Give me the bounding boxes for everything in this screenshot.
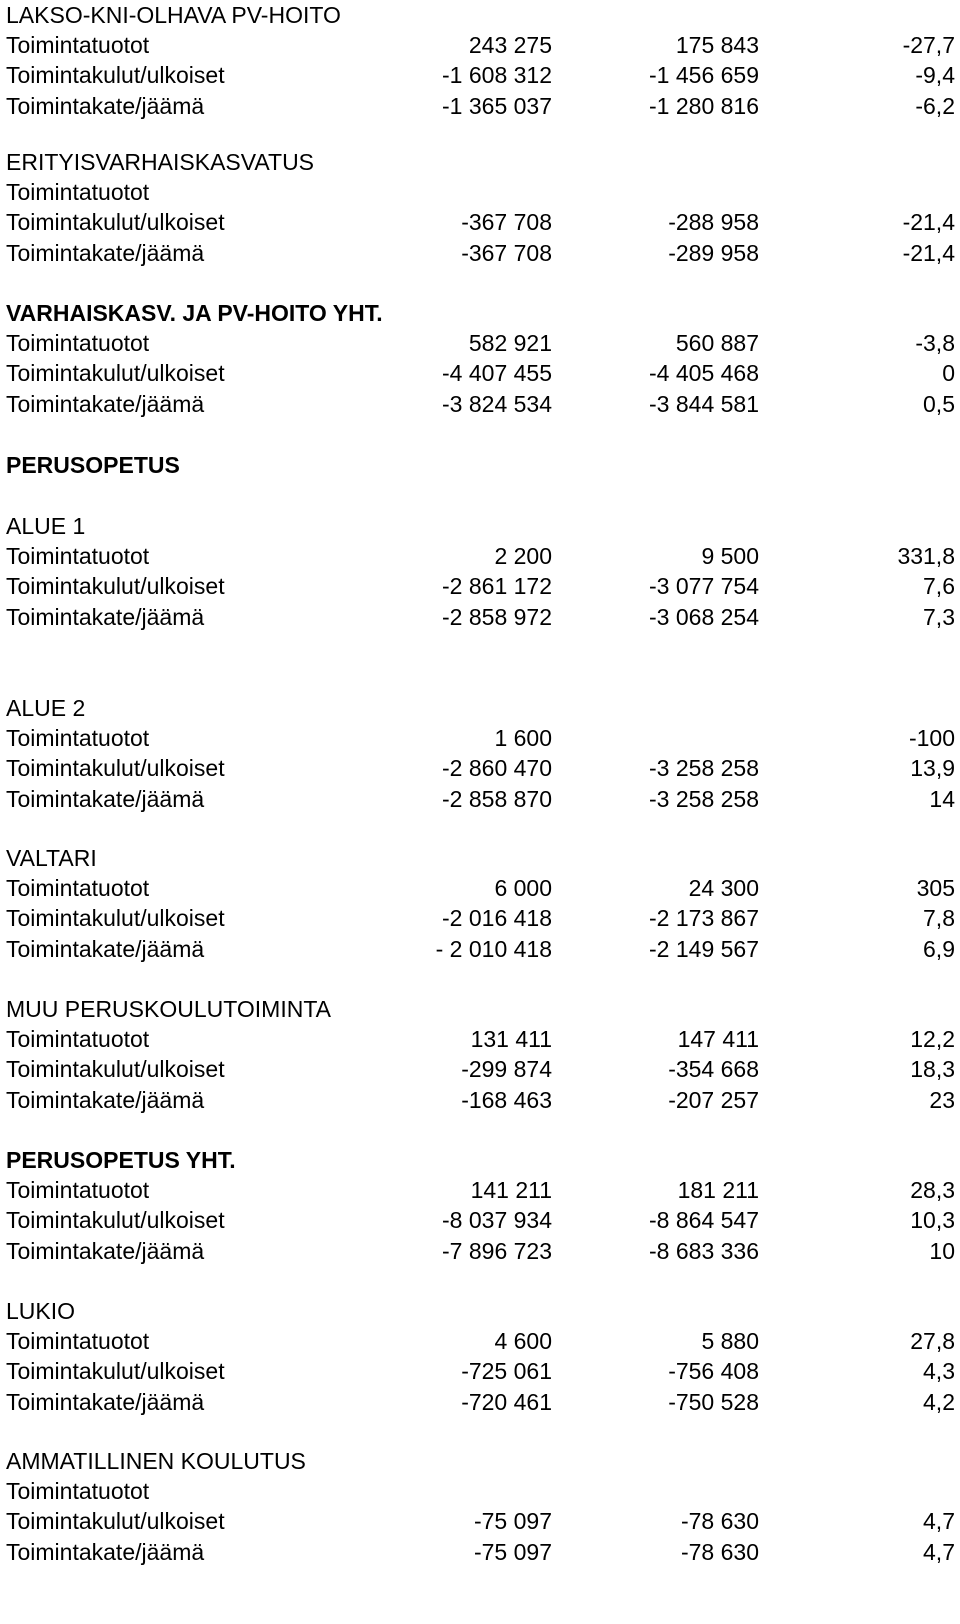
row-label: Toimintakulut/ulkoiset [6,755,225,782]
table-row [0,873,960,903]
row-label: Toimintakate/jäämä [6,935,205,962]
table-row [0,1085,960,1115]
section-heading [0,1145,960,1175]
value-col-2: -3 068 254 [649,603,759,630]
value-col-1: 141 211 [470,1177,552,1204]
value-col-3: 0 [942,360,955,387]
section-heading [0,298,960,328]
row-label: Toimintakate/jäämä [6,603,205,630]
value-col-2: -78 630 [680,1508,759,1535]
value-col-2: -8 683 336 [649,1237,759,1264]
value-col-1: 4 600 [494,1328,552,1355]
row-label: Toimintakate/jäämä [6,1086,205,1113]
row-label: Toimintatuotot [6,725,150,752]
value-col-3: 4,3 [923,1358,955,1385]
section-heading [0,843,960,873]
table-row [0,1476,960,1506]
value-col-3: 4,7 [923,1538,955,1565]
value-col-3: 10,3 [910,1207,955,1234]
table-row [0,358,960,388]
row-label: Toimintatuotot [6,179,150,206]
row-label: Toimintatuotot [6,543,150,570]
value-col-1: -2 861 172 [442,573,552,600]
value-col-3: -3,8 [915,330,955,357]
value-col-3: 27,8 [910,1328,955,1355]
row-label: Toimintakulut/ulkoiset [6,360,225,387]
table-row [0,571,960,601]
value-col-1: -367 708 [461,239,552,266]
value-col-2: -289 958 [668,239,759,266]
value-col-1: -299 874 [461,1056,552,1083]
value-col-3: 4,2 [923,1388,955,1415]
value-col-1: -75 097 [473,1538,552,1565]
section-heading [0,1446,960,1476]
value-col-1: 131 411 [470,1026,552,1053]
value-col-1: -1 365 037 [442,92,552,119]
value-col-3: 7,8 [923,905,955,932]
section-heading-label: PERUSOPETUS YHT. [6,1147,236,1173]
value-col-2: 147 411 [677,1026,759,1053]
value-col-3: 305 [916,875,955,902]
value-col-2: -2 173 867 [649,905,759,932]
section-heading-label: LUKIO [6,1298,76,1324]
table-row [0,1506,960,1536]
value-col-3: 6,9 [923,935,955,962]
section-heading-label: AMMATILLINEN KOULUTUS [6,1448,306,1474]
value-col-3: 4,7 [923,1508,955,1535]
value-col-2: -8 864 547 [649,1207,759,1234]
table-row [0,753,960,783]
row-label: Toimintakulut/ulkoiset [6,1207,225,1234]
value-col-1: -3 824 534 [442,390,552,417]
table-row [0,1175,960,1205]
row-label: Toimintatuotot [6,1026,150,1053]
value-col-2: -756 408 [668,1358,759,1385]
value-col-2: -3 844 581 [649,390,759,417]
value-col-2: -3 077 754 [649,573,759,600]
row-label: Toimintakate/jäämä [6,390,205,417]
table-row [0,934,960,964]
value-col-1: 1 600 [494,725,552,752]
table-row [0,1205,960,1235]
value-col-2: -4 405 468 [649,360,759,387]
value-col-1: -720 461 [461,1388,552,1415]
value-col-3: -21,4 [902,209,955,236]
section-heading [0,994,960,1024]
section-heading [0,1296,960,1326]
value-col-3: -9,4 [915,62,955,89]
section-heading [0,511,960,541]
table-row [0,207,960,237]
row-label: Toimintakate/jäämä [6,1538,205,1565]
value-col-1: -168 463 [461,1086,552,1113]
value-col-1: -4 407 455 [442,360,552,387]
value-col-1: -2 858 972 [442,603,552,630]
table-row [0,1236,960,1266]
table-row [0,91,960,121]
value-col-1: -2 858 870 [442,785,552,812]
row-label: Toimintakulut/ulkoiset [6,1358,225,1385]
value-col-2: 175 843 [675,32,759,59]
value-col-1: -367 708 [461,209,552,236]
value-col-3: 14 [929,785,955,812]
value-col-3: 13,9 [910,755,955,782]
value-col-3: -100 [908,725,955,752]
row-label: Toimintatuotot [6,330,150,357]
value-col-1: -725 061 [461,1358,552,1385]
value-col-2: -2 149 567 [649,935,759,962]
value-col-2: 560 887 [675,330,759,357]
table-row [0,1326,960,1356]
section-heading-label: LAKSO-KNI-OLHAVA PV-HOITO [6,2,341,28]
value-col-2: -288 958 [668,209,759,236]
row-label: Toimintakulut/ulkoiset [6,62,225,89]
value-col-2: -1 456 659 [649,62,759,89]
row-label: Toimintakulut/ulkoiset [6,905,225,932]
value-col-3: -21,4 [902,239,955,266]
value-col-3: 28,3 [910,1177,955,1204]
value-col-1: -2 860 470 [442,755,552,782]
value-col-2: 181 211 [677,1177,759,1204]
value-col-3: 18,3 [910,1056,955,1083]
row-label: Toimintakate/jäämä [6,1388,205,1415]
table-row [0,723,960,753]
table-row [0,602,960,632]
table-row [0,1024,960,1054]
section-heading-label: ERITYISVARHAISKASVATUS [6,149,315,175]
section-heading-label: VALTARI [6,845,97,871]
table-row [0,328,960,358]
value-col-3: 7,3 [923,603,955,630]
value-col-2: -207 257 [668,1086,759,1113]
value-col-2: 5 880 [701,1328,759,1355]
section-heading [0,693,960,723]
table-row [0,177,960,207]
row-label: Toimintatuotot [6,1328,150,1355]
row-label: Toimintatuotot [6,1478,150,1505]
row-label: Toimintakate/jäämä [6,92,205,119]
value-col-3: 0,5 [923,390,955,417]
section-heading-label: VARHAISKASV. JA PV-HOITO YHT. [6,300,383,326]
value-col-1: 6 000 [494,875,552,902]
table-row [0,30,960,60]
value-col-3: 10 [929,1237,955,1264]
value-col-3: 331,8 [897,543,955,570]
row-label: Toimintakate/jäämä [6,785,205,812]
value-col-1: 2 200 [494,543,552,570]
table-row [0,1054,960,1084]
row-label: Toimintakate/jäämä [6,239,205,266]
row-label: Toimintatuotot [6,875,150,902]
value-col-1: -8 037 934 [442,1207,552,1234]
row-label: Toimintatuotot [6,32,150,59]
value-col-3: 12,2 [910,1026,955,1053]
row-label: Toimintakulut/ulkoiset [6,209,225,236]
value-col-2: -1 280 816 [649,92,759,119]
row-label: Toimintakulut/ulkoiset [6,573,225,600]
value-col-1: - 2 010 418 [435,935,552,962]
value-col-2: -750 528 [668,1388,759,1415]
table-row [0,784,960,814]
value-col-1: -2 016 418 [442,905,552,932]
value-col-1: 582 921 [468,330,552,357]
table-row [0,60,960,90]
table-row [0,1356,960,1386]
table-row [0,541,960,571]
value-col-1: -75 097 [473,1508,552,1535]
section-heading-label: PERUSOPETUS [6,452,180,478]
value-col-3: -27,7 [902,32,955,59]
value-col-3: 7,6 [923,573,955,600]
row-label: Toimintatuotot [6,1177,150,1204]
table-row [0,903,960,933]
value-col-2: -78 630 [680,1538,759,1565]
value-col-3: -6,2 [915,92,955,119]
value-col-2: -3 258 258 [649,755,759,782]
value-col-1: -1 608 312 [442,62,552,89]
section-heading-label: ALUE 2 [6,695,86,721]
value-col-2: -354 668 [668,1056,759,1083]
value-col-2: -3 258 258 [649,785,759,812]
row-label: Toimintakate/jäämä [6,1237,205,1264]
table-row [0,1537,960,1567]
value-col-1: -7 896 723 [442,1237,552,1264]
table-row [0,238,960,268]
section-heading-label: MUU PERUSKOULUTOIMINTA [6,996,332,1022]
table-row [0,1387,960,1417]
section-heading [0,450,960,480]
section-heading [0,147,960,177]
value-col-3: 23 [929,1086,955,1113]
section-heading [0,0,960,30]
value-col-2: 9 500 [701,543,759,570]
section-heading-label: ALUE 1 [6,513,86,539]
value-col-1: 243 275 [468,32,552,59]
row-label: Toimintakulut/ulkoiset [6,1508,225,1535]
value-col-2: 24 300 [688,875,759,902]
row-label: Toimintakulut/ulkoiset [6,1056,225,1083]
table-row [0,389,960,419]
